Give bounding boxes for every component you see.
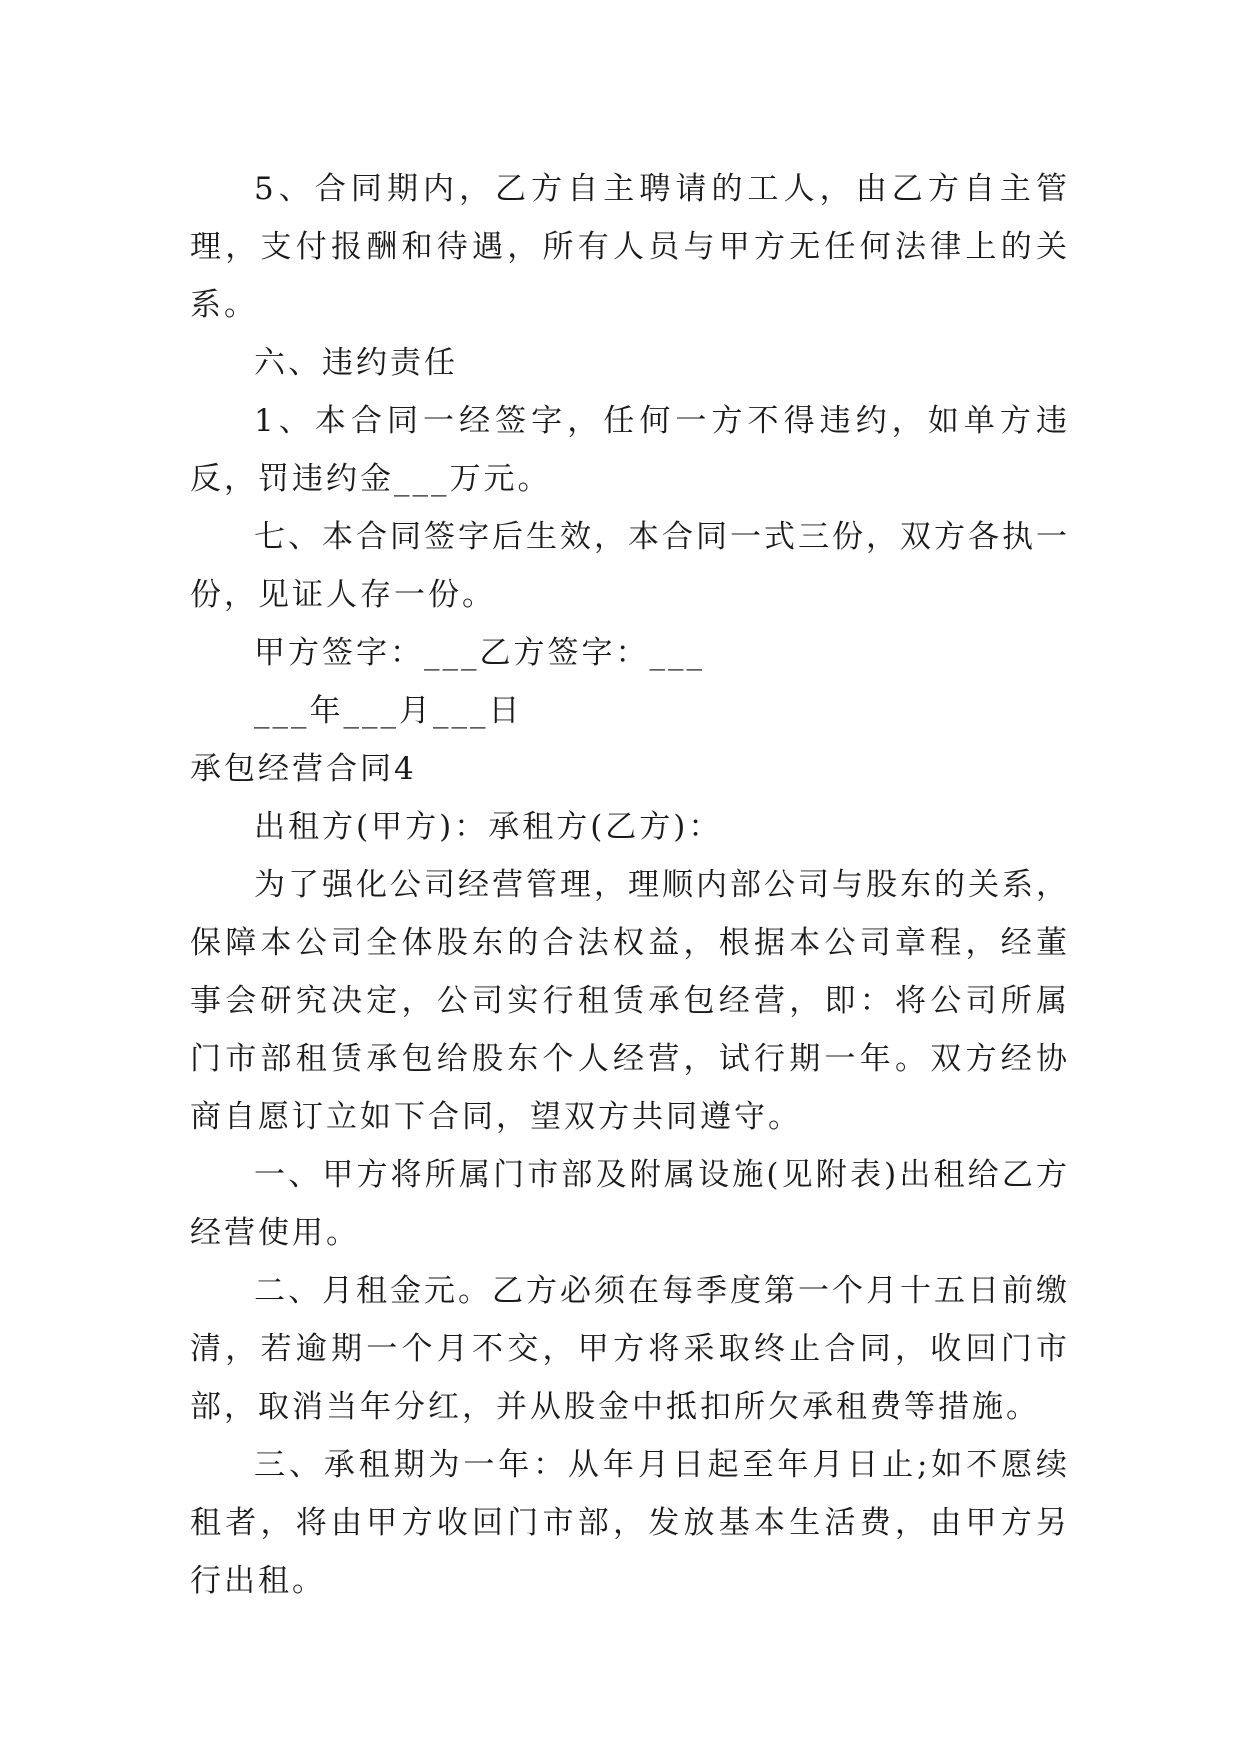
paragraph-breach-penalty: 1、本合同一经签字，任何一方不得违约，如单方违反，罚违约金___万元。 bbox=[190, 403, 1070, 497]
paragraph-purpose: 为了强化公司经营管理，理顺内部公司与股东的关系，保障本公司全体股东的合法权益，根据本公司章程，经董事会研究决定，公司实行租赁承包经营，即：将公司所属门市部租赁承包给股东个人经营，试行期一年。双方经协商自愿订立如下合同，望双方共同遵守。 bbox=[190, 867, 1070, 1135]
clause-2: 二、月租金元。乙方必须在每季度第一个月十五日前缴清，若逾期一个月不交，甲方将采取终止合同，收回门市部，取消当年分红，并从股金中抵扣所欠承租费等措施。 bbox=[190, 1273, 1070, 1425]
contract-title: 承包经营合同4 bbox=[190, 751, 417, 787]
paragraph-worker-management: 5、合同期内，乙方自主聘请的工人，由乙方自主管理，支付报酬和待遇，所有人员与甲方无任何法律上的关系。 bbox=[190, 171, 1070, 323]
date-line: ___年___月___日 bbox=[254, 693, 523, 729]
clause-3: 三、承租期为一年：从年月日起至年月日止;如不愿续租者，将由甲方收回门市部，发放基本生活费，由甲方另行出租。 bbox=[190, 1447, 1070, 1599]
section-heading-breach-liability: 六、违约责任 bbox=[254, 345, 458, 381]
paragraph-effectiveness: 七、本合同签字后生效，本合同一式三份，双方各执一份，见证人存一份。 bbox=[190, 519, 1070, 613]
document-body bbox=[190, 160, 1070, 1610]
parties-line: 出租方(甲方)：承租方(乙方)： bbox=[254, 809, 723, 845]
clause-1: 一、甲方将所属门市部及附属设施(见附表)出租给乙方经营使用。 bbox=[190, 1157, 1070, 1251]
signature-line: 甲方签字：___乙方签字：___ bbox=[254, 635, 705, 671]
